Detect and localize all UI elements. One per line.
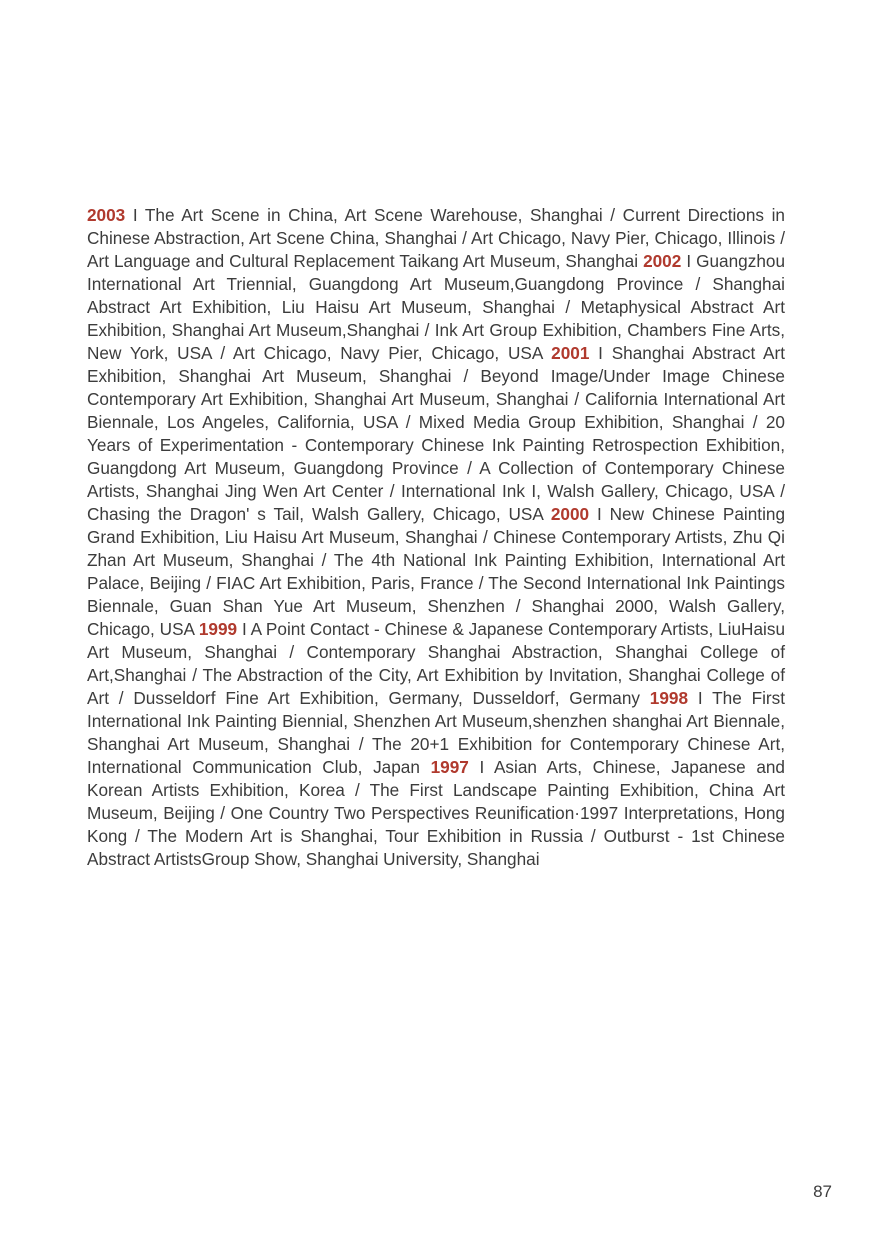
year-2000: 2000	[550, 504, 590, 524]
exhibitions-1997: I Asian Arts, Chinese, Japanese and Korean Artists Exhibition, Korea / The First Landscape Painting Exhibition, China Art Museum, Beijing / One Country Two Perspectives Reunification·1997 Interpretations, Hong Kong / The Modern Art is Shanghai, Tour Exhibition in Russia / Outburst - 1st Chinese Abstract ArtistsGroup Show, Shanghai University, Shanghai	[87, 757, 785, 869]
exhibitions-2000: I New Chinese Painting Grand Exhibition, Liu Haisu Art Museum, Shanghai / Chinese Contemporary Artists, Zhu Qi Zhan Art Museum, Shanghai / The 4th National Ink Painting Exhibition, International Art Palace, Beijing / FIAC Art Exhibition, Paris, France / The Second International Ink Paintings Biennale, Guan Shan Yue Art Museum, Shenzhen / Shanghai 2000, Walsh Gallery, Chicago, USA	[87, 504, 785, 639]
exhibitions-2001: I Shanghai Abstract Art Exhibition, Shanghai Art Museum, Shanghai / Beyond Image/Under Image Chinese Contemporary Art Exhibition, Shanghai Art Museum, Shanghai / California International Art Biennale, Los Angeles, California, USA / Mixed Media Group Exhibition, Shanghai / 20 Years of Experimentation - Contemporary Chinese Ink Painting Retrospection Exhibition, Guangdong Art Museum, Guangdong Province / A Collection of Contemporary Chinese Artists, Shanghai Jing Wen Art Center / International Ink I, Walsh Gallery, Chicago, USA / Chasing the Dragon' s Tail, Walsh Gallery, Chicago, USA	[87, 343, 786, 524]
exhibition-history-paragraph	[87, 204, 785, 871]
year-2002: 2002	[643, 251, 682, 271]
exhibitions-1999: I A Point Contact - Chinese & Japanese Contemporary Artists, LiuHaisu Art Museum, Shanghai / Contemporary Shanghai Abstraction, Shanghai College of Art,Shanghai / The Abstraction of the City, Art Exhibition by Invitation, Shanghai College of Art / Dusseldorf Fine Art Exhibition, Germany, Dusseldorf, Germany	[87, 619, 786, 708]
exhibitions-1998: I The First International Ink Painting Biennial, Shenzhen Art Museum,shenzhen shanghai Art Biennale, Shanghai Art Museum, Shanghai / The 20+1 Exhibition for Contemporary Chinese Art, International Communication Club, Japan	[87, 688, 785, 777]
exhibitions-2003: I The Art Scene in China, Art Scene Warehouse, Shanghai / Current Directions in Chinese Abstraction, Art Scene China, Shanghai / Art Chicago, Navy Pier, Chicago, Illinois / Art Language and Cultural Replacement Taikang Art Museum, Shanghai	[87, 205, 785, 271]
year-2003: 2003	[87, 205, 126, 225]
page-number: 87	[813, 1182, 832, 1201]
year-1998: 1998	[649, 688, 689, 708]
year-1997: 1997	[430, 757, 469, 777]
year-1999: 1999	[198, 619, 238, 639]
exhibitions-2002: I Guangzhou International Art Triennial, Guangdong Art Museum,Guangdong Province / Shanghai Abstract Art Exhibition, Liu Haisu Art Museum, Shanghai / Metaphysical Abstract Art Exhibition, Shanghai Art Museum,Shanghai / Ink Art Group Exhibition, Chambers Fine Arts, New York, USA / Art Chicago, Navy Pier, Chicago, USA	[87, 251, 786, 363]
year-2001: 2001	[551, 343, 590, 363]
